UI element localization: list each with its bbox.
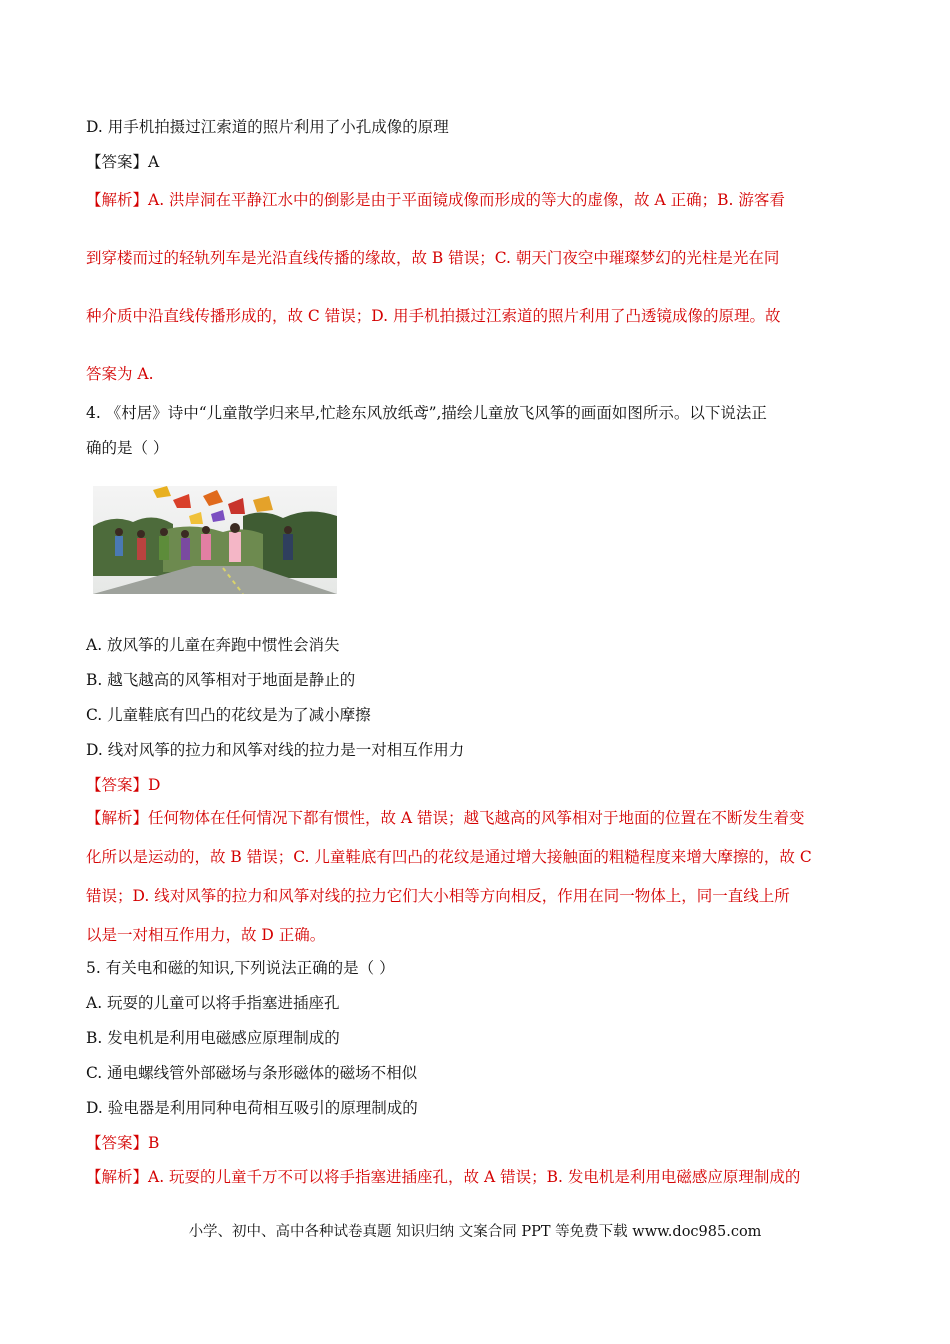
- kite-photo: [93, 486, 337, 594]
- q4-option-d: D. 线对风筝的拉力和风筝对线的拉力是一对相互作用力: [86, 741, 465, 759]
- q4-explanation: [86, 799, 876, 955]
- q4-option-a: A. 放风筝的儿童在奔跑中惯性会消失: [86, 636, 340, 654]
- q5-option-a: A. 玩耍的儿童可以将手指塞进插座孔: [86, 994, 340, 1012]
- q4-stem-line-2: 确的是（ ）: [86, 439, 169, 457]
- q5-answer: 【答案】B: [86, 1134, 160, 1152]
- q3-explanation-line: 到穿楼而过的轻轨列车是光沿直线传播的缘故，故 B 错误；C. 朝天门夜空中璀璨梦幻的光柱是光在同: [86, 249, 780, 267]
- q4-option-b: B. 越飞越高的风筝相对于地面是静止的: [86, 671, 356, 689]
- q4-answer: 【答案】D: [86, 776, 161, 794]
- page-footer: 小学、初中、高中各种试卷真题 知识归纳 文案合同 PPT 等免费下载 www.doc985.com: [188, 1224, 762, 1240]
- q3-explanation-line: 【解析】A. 洪岸洞在平静江水中的倒影是由于平面镜成像而形成的等大的虚像，故 A 正确；B. 游客看: [86, 191, 785, 209]
- q3-answer: 【答案】A: [86, 153, 160, 171]
- q5-stem: 5. 有关电和磁的知识,下列说法正确的是（ ）: [86, 959, 395, 977]
- q5-option-c: C. 通电螺线管外部磁场与条形磁体的磁场不相似: [86, 1064, 418, 1082]
- q3-explanation-line: 种介质中沿直线传播形成的，故 C 错误；D. 用手机拍摄过江索道的照片利用了凸透镜成像的原理。故: [86, 307, 781, 325]
- q3-option-d: D. 用手机拍摄过江索道的照片利用了小孔成像的原理: [86, 118, 449, 136]
- q5-option-d: D. 验电器是利用同种电荷相互吸引的原理制成的: [86, 1099, 418, 1117]
- q4-option-c: C. 儿童鞋底有凹凸的花纹是为了减小摩擦: [86, 706, 371, 724]
- q5-explanation-line: 【解析】A. 玩耍的儿童千万不可以将手指塞进插座孔，故 A 错误；B. 发电机是利用电磁感应原理制成的: [86, 1168, 801, 1186]
- q4-explanation-line: 以是一对相互作用力，故 D 正确。: [86, 926, 326, 944]
- q4-explanation-line: 错误；D. 线对风筝的拉力和风筝对线的拉力它们大小相等方向相反，作用在同一物体上，同一直线上所: [86, 887, 790, 905]
- q4-explanation-line: 【解析】任何物体在任何情况下都有惯性，故 A 错误；越飞越高的风筝相对于地面的位置在不断发生着变: [86, 809, 805, 827]
- q5-option-b: B. 发电机是利用电磁感应原理制成的: [86, 1029, 340, 1047]
- q4-explanation-line: 化所以是运动的，故 B 错误；C. 儿童鞋底有凹凸的花纹是通过增大接触面的粗糙程度来增大摩擦的，故 C: [86, 848, 812, 866]
- q5-explanation: [86, 1158, 876, 1197]
- q3-explanation-line: 答案为 A.: [86, 365, 154, 383]
- q4-stem-line-1: 4. 《村居》诗中“儿童散学归来早,忙趁东风放纸鸢”,描绘儿童放飞风筝的画面如图所示。以下说法正: [86, 404, 767, 422]
- q3-explanation: [86, 171, 876, 403]
